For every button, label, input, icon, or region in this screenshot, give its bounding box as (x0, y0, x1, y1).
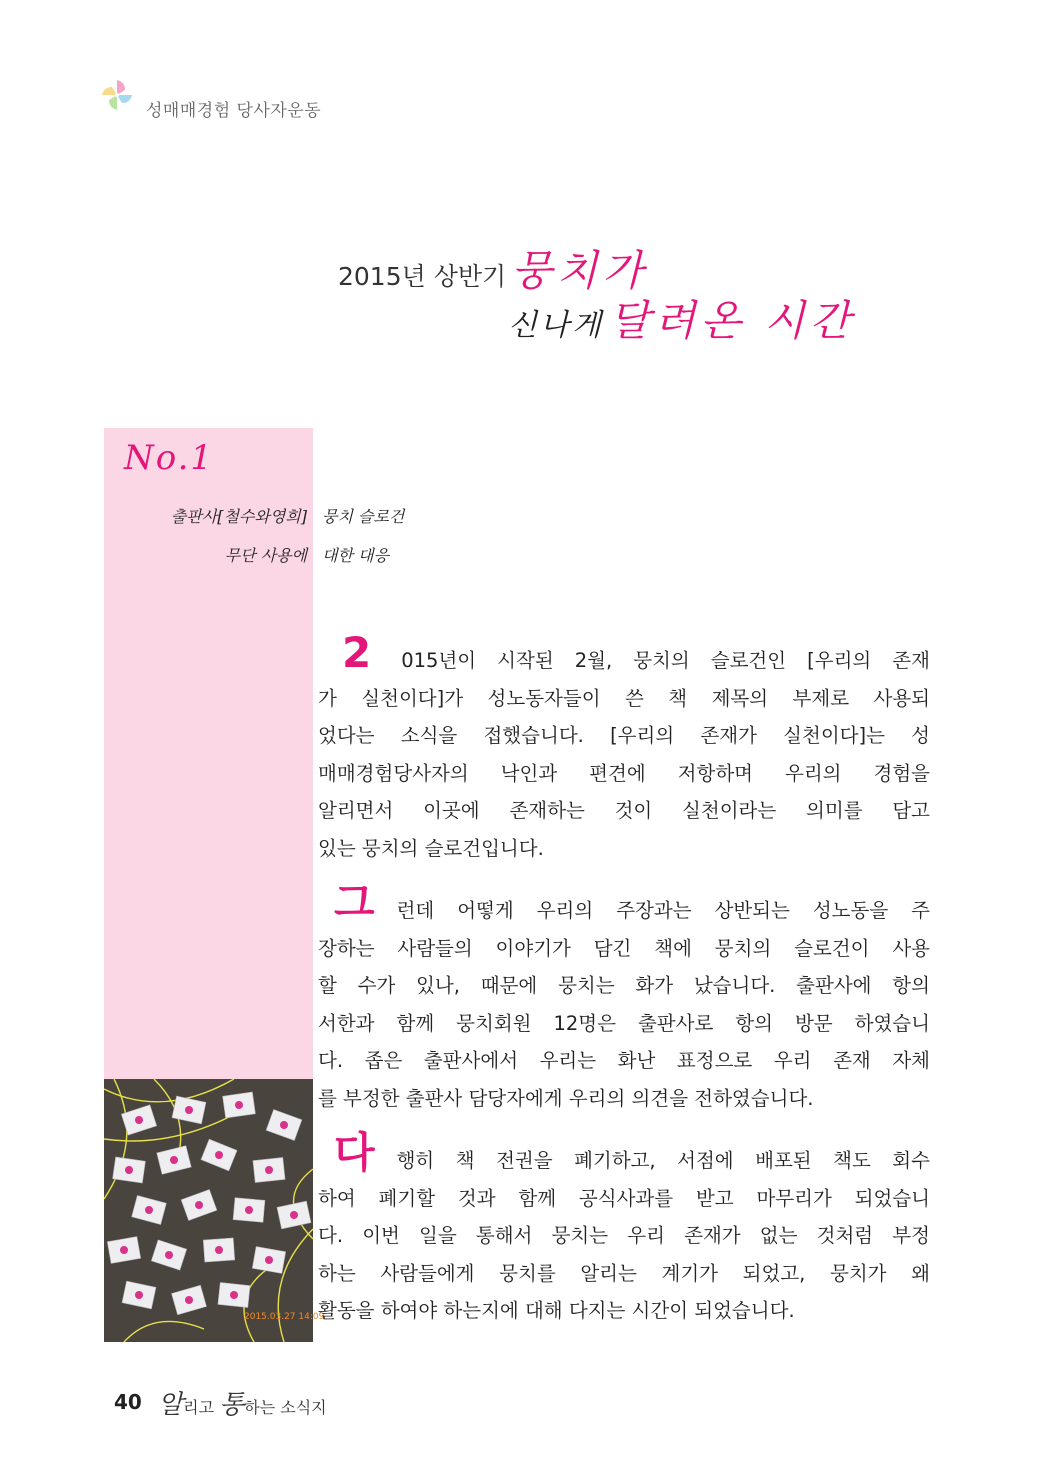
drop-cap: 다 (334, 1128, 375, 1177)
paragraph-line (318, 628, 930, 680)
publication-name-big-2: 통 (219, 1390, 245, 1420)
paragraph-line: 알리면서 이곳에 존재하는 것이 실천이라는 의미를 담고 (318, 799, 930, 822)
paragraph-line: 를 부정한 출판사 담당자에게 우리의 의견을 전하였습니다. (318, 1086, 814, 1110)
article-title-line2 (508, 288, 855, 348)
drop-cap: 그 (334, 878, 375, 927)
paragraph-line (318, 878, 930, 930)
paragraph-1 (318, 628, 930, 867)
publication-name-small-1: 리고 (183, 1398, 220, 1417)
paragraph-line: 장하는 사람들의 이야기가 담긴 책에 뭉치의 슬로건이 사용 (318, 936, 930, 960)
title-handwritten-text: 신나게 (508, 308, 604, 343)
paragraph-text: 015년이 시작된 2월, 뭉치의 슬로건인 [우리의 존재 (401, 649, 930, 672)
subtitle-part-b-left: 무단 사용에 (224, 546, 307, 565)
paragraph-line: 하는 사람들에게 뭉치를 알리는 계기가 되었고, 뭉치가 왜 (318, 1261, 930, 1285)
publication-name (158, 1384, 327, 1421)
paragraph-line: 다. 좁은 출판사에서 우리는 화난 표정으로 우리 존재 자체 (318, 1049, 930, 1072)
page-number: 40 (114, 1390, 142, 1414)
title-highlight-text: 뭉치가 (511, 246, 648, 295)
paragraph-line: 있는 뭉치의 슬로건입니다. (318, 836, 544, 860)
pinwheel-logo-icon (100, 78, 134, 112)
paragraph-3 (318, 1128, 930, 1330)
paragraph-line: 매매경험당사자의 낙인과 편견에 저항하며 우리의 경험을 (318, 761, 930, 785)
paragraph-line: 었다는 소식을 접했습니다. [우리의 존재가 실천이다]는 성 (318, 724, 930, 747)
photo-timestamp: 2015.03.27 14:09 (244, 1312, 325, 1322)
drop-cap: 2 (342, 628, 372, 677)
title-year-text: 2015년 상반기 (338, 262, 507, 291)
publication-name-big-1: 알 (158, 1390, 184, 1420)
photo-cards-pile (104, 1079, 325, 1342)
paragraph-line: 할 수가 있나, 때문에 뭉치는 화가 났습니다. 출판사에 항의 (318, 974, 930, 997)
subtitle-part-a-left: 출판사[철수와영희] (170, 507, 307, 526)
paragraph-line: 서한과 함께 뭉치회원 12명은 출판사로 항의 방문 하였습니 (318, 1011, 930, 1035)
article-number: No.1 (124, 438, 215, 478)
paragraph-line: 활동을 하여야 하는지에 대해 다지는 시간이 되었습니다. (318, 1299, 795, 1322)
subtitle-part-a-right: 뭉치 슬로건 (322, 507, 405, 526)
paragraph-line: 다. 이번 일을 통해서 뭉치는 우리 존재가 없는 것처럼 부정 (318, 1224, 930, 1247)
paragraph-line: 하여 폐기할 것과 함께 공식사과를 받고 마무리가 되었습니 (318, 1186, 930, 1210)
subtitle-part-b-right: 대한 대응 (322, 546, 389, 565)
paragraph-line (318, 1128, 930, 1180)
title-highlight-text-2: 달려온 시간 (609, 296, 856, 345)
paragraph-line: 가 실천이다]가 성노동자들이 쓴 책 제목의 부제로 사용되 (318, 686, 930, 710)
publication-name-small-2: 하는 소식지 (244, 1398, 327, 1417)
section-title: 성매매경험 당사자운동 (146, 101, 322, 121)
paragraph-text: 행히 책 전권을 폐기하고, 서점에 배포된 책도 회수 (396, 1149, 930, 1172)
paragraph-text: 런데 어떻게 우리의 주장과는 상반되는 성노동을 주 (396, 899, 930, 922)
paragraph-2 (318, 878, 930, 1117)
